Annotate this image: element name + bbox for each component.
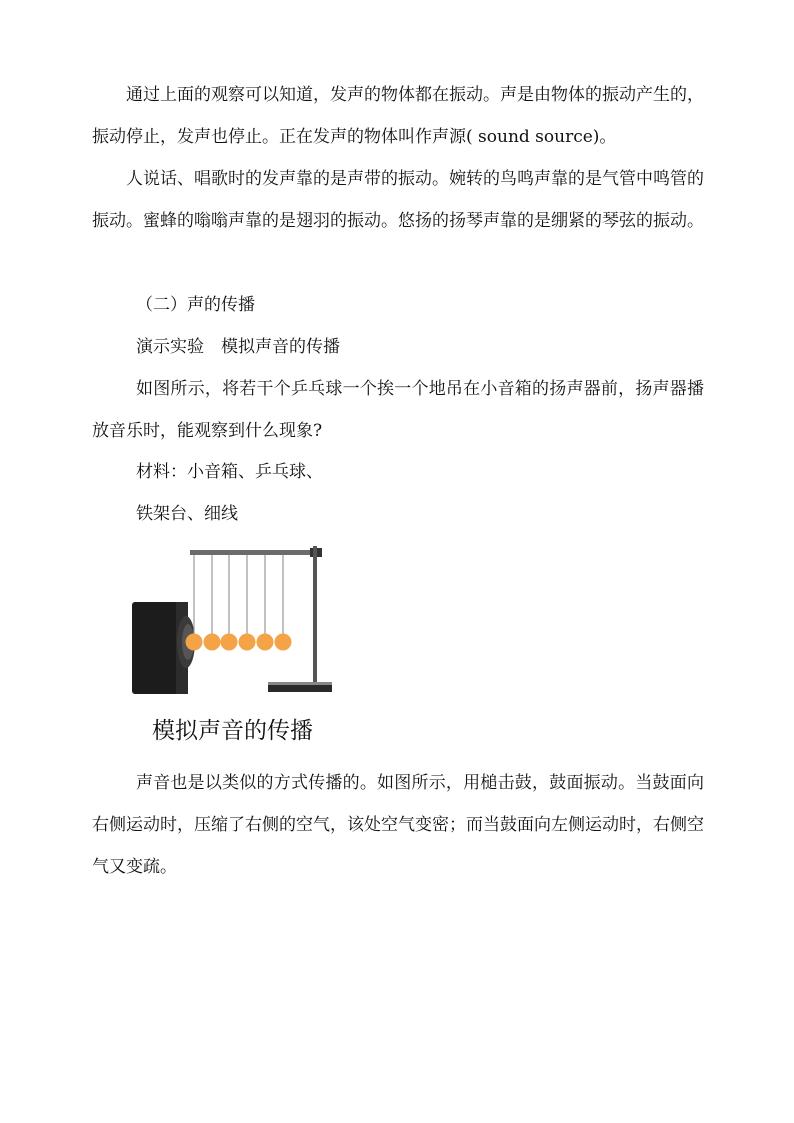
iron-stand	[190, 546, 332, 692]
ball	[221, 634, 238, 651]
materials-line-2: 铁架台、细线	[136, 504, 238, 524]
ping-pong-balls	[186, 555, 292, 651]
paragraph-vibration-examples: 人说话、唱歌时的发声靠的是声带的振动。婉转的鸟鸣声靠的是气管中鸣管的振动。蜜蜂的嗡嗡声靠的是翅羽的振动。悠扬的扬琴声靠的是绷紧的琴弦的振动。	[92, 169, 704, 231]
speaker	[132, 602, 195, 694]
figure-caption: 模拟声音的传播	[152, 718, 313, 744]
experiment-figure	[128, 546, 338, 698]
paragraph-experiment-description: 如图所示，将若干个乒乓球一个挨一个地吊在小音箱的扬声器前，扬声器播放音乐时，能观察到什么现象?	[92, 379, 704, 441]
ball	[204, 634, 221, 651]
ball	[186, 634, 203, 651]
section-heading: （二）声的传播	[136, 295, 255, 315]
ball	[275, 634, 292, 651]
materials-line-1: 材料：小音箱、乒乓球、	[136, 462, 323, 482]
ball	[257, 634, 274, 651]
paragraph-sound-source: 通过上面的观察可以知道，发声的物体都在振动。声是由物体的振动产生的，振动停止，发声也停止。正在发声的物体叫作声源( sound source)。	[92, 85, 704, 147]
paragraph-drum-propagation: 声音也是以类似的方式传播的。如图所示，用槌击鼓，鼓面振动。当鼓面向右侧运动时，压缩了右侧的空气，该处空气变密；而当鼓面向左侧运动时，右侧空气又变疏。	[92, 773, 704, 877]
demo-title: 演示实验 模拟声音的传播	[136, 337, 340, 357]
ball	[239, 634, 256, 651]
